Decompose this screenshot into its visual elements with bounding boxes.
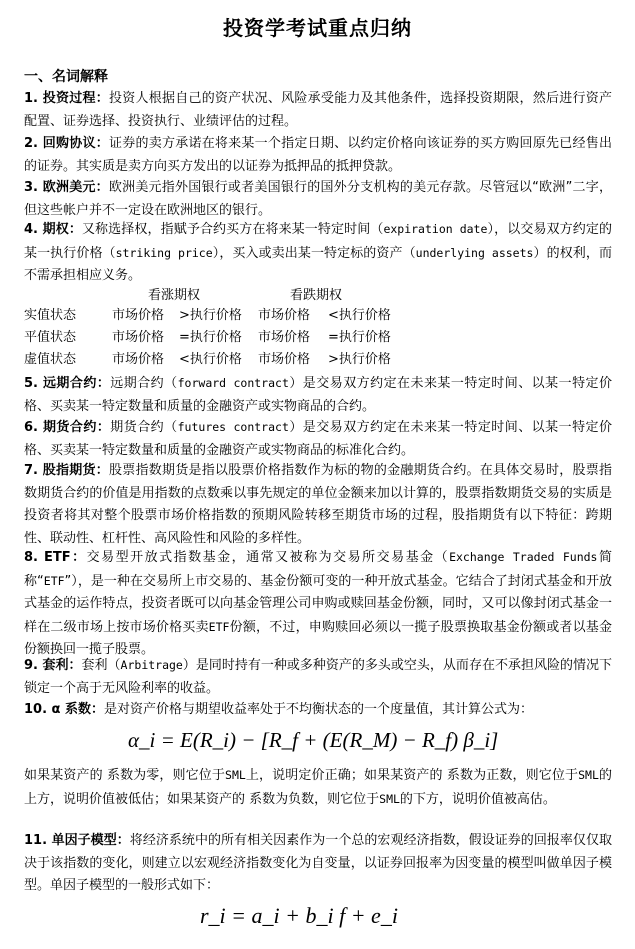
term-label: 2. 回购协议： [24, 136, 109, 151]
term-futures-contract [24, 416, 612, 462]
document-title: 投资学考试重点归纳 [223, 16, 412, 40]
term-definition: ”），是一种在交易所上市交易的、基金份额可变的一种开放式基金。它结合了封闭式基金和开放式基金的运作特点，投资者既可以向基金管理公司申购或赎回基金份额，同时，又可以像封闭式基金一样在二级市场上按市场价格买卖 [24, 573, 612, 635]
call-strike-relation: <执行价格 [179, 352, 242, 367]
single-factor-formula-text: r_i = a_i + b_i f + e_i [200, 903, 398, 928]
explanation-text: 上，说明定价正确；如果某资产的 系数为正数，则它位于 [245, 768, 579, 783]
call-market-price: 市场价格 [112, 352, 165, 367]
term-definition: 投资人根据自己的资产状况、风险承受能力及其他条件，选择投资期限，然后进行资产配置、证券选择、投资执行、业绩评估的过程。 [24, 91, 612, 129]
explanation-text: 的上方，说明价值被低估；如果某资产的 系数为负数，则它位于 [24, 768, 612, 807]
term-definition: ）是同时持有一种或多种资产的多头或空头，从而存在不承担风险的情况下锁定一个高于无风险利率的收益。 [24, 658, 612, 696]
term-eurodollar [24, 177, 612, 222]
option-state: 平值状态 [24, 330, 77, 345]
put-strike-relation: =执行价格 [328, 330, 391, 345]
term-label: 5. 远期合约： [24, 376, 111, 391]
term-arbitrage [24, 654, 612, 700]
term-label: 8. ETF： [24, 550, 87, 565]
term-english: ETF [208, 619, 230, 634]
term-investment-process [24, 88, 612, 133]
put-strike-relation: <执行价格 [328, 308, 391, 323]
put-market-price: 市场价格 [258, 352, 311, 367]
term-definition: ），买入或卖出某一特定标的资产（ [212, 245, 416, 261]
call-strike-relation: >执行价格 [179, 308, 242, 323]
call-market-price: 市场价格 [112, 330, 165, 345]
term-etf [24, 546, 612, 662]
term-stock-index-futures [24, 460, 612, 550]
term-definition: 是对资产价格与期望收益率处于不均衡状态的一个度量值，其计算公式为： [104, 702, 534, 717]
term-single-factor-model [24, 830, 612, 898]
term-option [24, 218, 612, 288]
term-definition: 欧洲美元指外国银行或者美国银行的国外分支机构的美元存款。尽管冠以“欧洲”二字，但这些帐户并不一定设在欧洲地区的银行。 [24, 180, 612, 218]
sml-abbrev: SML [225, 768, 246, 782]
term-definition: 期货合约（ [110, 420, 178, 435]
term-definition: 将经济系统中的所有相关因素作为一个总的宏观经济指数，假设证券的回报率仅仅取决于该指数的变化，则建立以宏观经济指数变化为自变量，以证券回报率为因变量的模型叫做单因子模型。单因子模型的一般形式如下： [24, 833, 612, 893]
alpha-formula [128, 728, 498, 753]
term-definition: 股票指数期货是指以股票价格指数作为标的物的金融期货合约。在具体交易时，股票指数期货合约的价值是用指数的点数乘以事先规定的单位金额来加以计算的，股票指数期货交易的实质是投资者将其对整个股票市场价格指数的预期风险转移至期货市场的过程，股指期货有以下特征：跨期性、联动性、杠杆性、高风险性和风险的多样性。 [24, 463, 612, 546]
term-definition: ）的权利，而不需承担相应义务。 [24, 245, 612, 283]
term-definition: 份额，不过，申购赎回必须以一揽子股票换取基金份额或者以基金份额换回一揽子股票。 [24, 619, 612, 657]
explanation-text: 如果某资产的 系数为零，则它位于 [24, 768, 226, 783]
put-strike-relation: >执行价格 [328, 352, 391, 367]
term-forward-contract [24, 372, 612, 418]
sml-abbrev: SML [379, 791, 400, 806]
term-english: underlying assets [415, 245, 534, 260]
put-market-price: 市场价格 [258, 330, 311, 345]
sml-abbrev: SML [578, 768, 599, 782]
option-state: 实值状态 [24, 308, 77, 323]
term-english: striking price [115, 245, 213, 260]
term-label: 10. α 系数： [24, 702, 105, 717]
term-definition: 又称选择权，指赋予合约买方在将来某一特定时间（ [81, 222, 384, 237]
alpha-explanation [24, 764, 612, 811]
term-label: 11. 单因子模型： [24, 833, 130, 848]
term-definition: 套利（ [81, 658, 121, 673]
option-state: 虚值状态 [24, 352, 77, 367]
call-market-price: 市场价格 [112, 308, 165, 323]
term-english: Exchange Traded Funds [449, 550, 598, 564]
alpha-formula-text: α_i = E(R_i) − [R_f + (E(R_M) − R_f) β_i] [128, 728, 499, 752]
term-label: 4. 期权： [24, 222, 82, 237]
term-label: 1. 投资过程： [24, 91, 109, 106]
term-english: Arbitrage [120, 658, 183, 672]
term-label: 7. 股指期货： [24, 463, 109, 478]
term-alpha-coefficient [24, 699, 612, 722]
put-market-price: 市场价格 [258, 308, 311, 323]
term-definition: ）是交易双方约定在未来某一特定时间、以某一特定价格、买卖某一特定数量和质量的金融资产或实物商品的标准化合约。 [24, 420, 612, 458]
put-option-header: 看跌期权 [290, 288, 343, 303]
explanation-text: 的下方，说明价值被高估。 [399, 791, 556, 807]
term-definition: 远期合约（ [110, 376, 178, 391]
term-definition: 交易型开放式指数基金，通常又被称为交易所交易基金（ [86, 550, 450, 565]
call-option-header: 看涨期权 [148, 288, 201, 303]
term-definition: ），以交易双方约定的某一执行价格（ [24, 222, 612, 261]
term-english: ETF [43, 573, 65, 588]
single-factor-formula [200, 903, 398, 929]
term-label: 9. 套利： [24, 658, 82, 673]
term-english: expiration date [383, 222, 488, 236]
term-definition: 简称“ [24, 550, 612, 589]
term-english: forward contract [177, 376, 289, 390]
term-repurchase-agreement [24, 133, 612, 178]
section-heading: 一、名词解释 [24, 69, 108, 85]
term-definition: ）是交易双方约定在未来某一特定时间、以某一特定价格、买卖某一特定数量和质量的金融资产或实物商品的合约。 [24, 376, 612, 414]
term-english: futures contract [177, 420, 289, 434]
term-label: 6. 期货合约： [24, 420, 111, 435]
term-label: 3. 欧洲美元： [24, 180, 109, 195]
term-definition: 证券的卖方承诺在将来某一个指定日期、以约定价格向该证券的买方购回原先已经售出的证券。其实质是卖方向买方发出的以证券为抵押品的抵押贷款。 [24, 136, 612, 174]
call-strike-relation: =执行价格 [179, 330, 242, 345]
